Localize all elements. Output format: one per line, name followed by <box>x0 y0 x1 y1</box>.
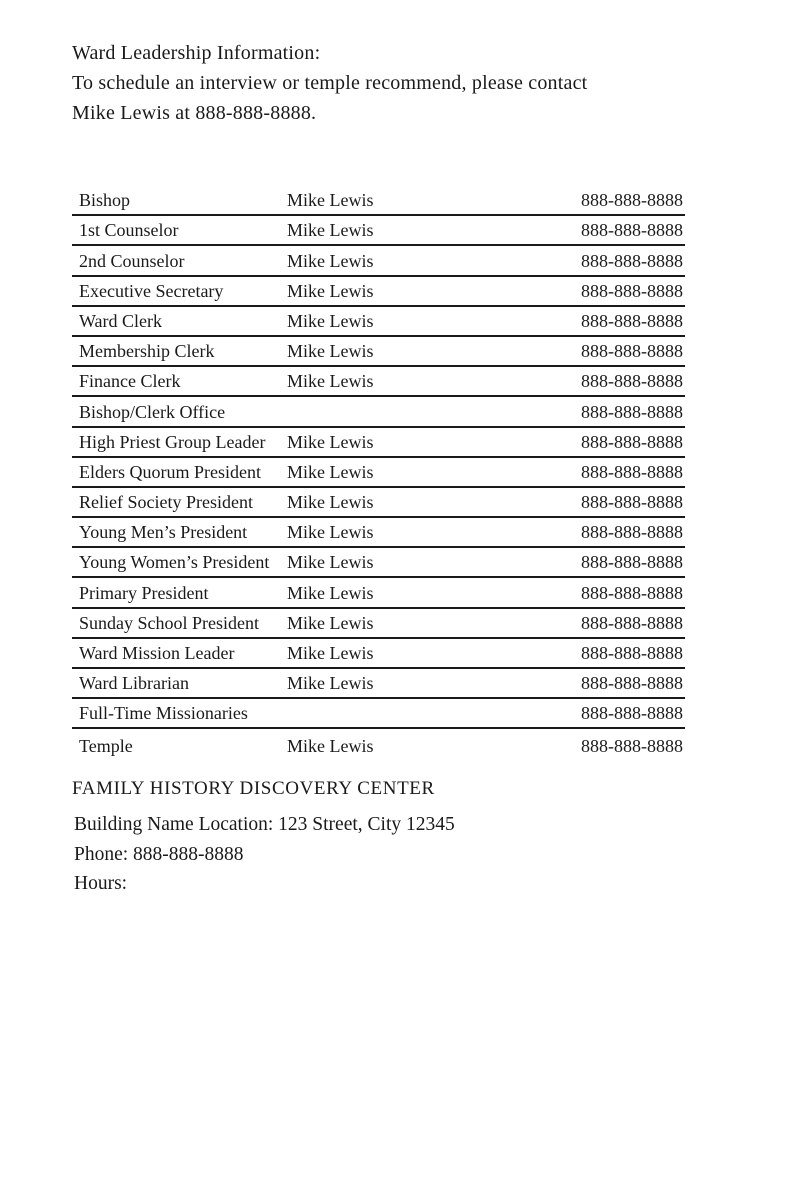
directory-role: Ward Mission Leader <box>79 643 235 663</box>
directory-name: Mike Lewis <box>287 735 374 756</box>
directory-row <box>72 246 685 276</box>
directory-role: 1st Counselor <box>79 220 179 241</box>
directory-phone: 888-888-8888 <box>581 582 683 603</box>
directory-phone: 888-888-8888 <box>581 250 683 271</box>
directory-name: Mike Lewis <box>287 643 374 663</box>
directory-phone: 888-888-8888 <box>581 673 683 694</box>
directory-role: Finance Clerk <box>79 371 181 392</box>
directory-phone: 888-888-8888 <box>581 492 683 513</box>
directory-phone: 888-888-8888 <box>581 310 683 331</box>
fhdc-location: Building Name Location: 123 Street, City 12345 <box>74 814 455 835</box>
directory-row <box>72 609 685 639</box>
directory-role: Membership Clerk <box>79 341 215 362</box>
directory-phone: 888-888-8888 <box>581 190 683 211</box>
directory-name: Mike Lewis <box>287 250 374 271</box>
directory-row <box>72 699 685 729</box>
directory-phone: 888-888-8888 <box>581 522 683 543</box>
directory-role: Full-Time Missionaries <box>79 703 248 724</box>
directory-phone: 888-888-8888 <box>581 280 683 301</box>
directory-phone: 888-888-8888 <box>581 431 683 452</box>
directory-row <box>72 488 685 518</box>
directory-phone: 888-888-8888 <box>581 341 683 362</box>
directory-row <box>72 458 685 488</box>
directory-role: Bishop <box>79 190 131 211</box>
directory-row <box>72 578 685 608</box>
directory-row <box>72 669 685 699</box>
directory-role: Sunday School President <box>79 612 259 633</box>
directory-row <box>72 216 685 246</box>
directory-role: 2nd Counselor <box>79 250 185 271</box>
directory-row <box>72 729 685 759</box>
directory-row <box>72 548 685 578</box>
directory-phone: 888-888-8888 <box>581 735 683 756</box>
directory-role: High Priest Group Leader <box>79 431 266 452</box>
directory-name: Mike Lewis <box>287 371 374 392</box>
intro-heading: Ward Leadership Information: <box>72 42 321 64</box>
leadership-directory-table <box>72 186 685 760</box>
directory-row <box>72 307 685 337</box>
directory-role: Bishop/Clerk Office <box>79 401 226 422</box>
directory-phone: 888-888-8888 <box>581 703 683 724</box>
fhdc-hours: Hours: <box>74 873 128 894</box>
directory-role: Ward Librarian <box>79 673 189 694</box>
directory-phone: 888-888-8888 <box>581 401 683 422</box>
directory-role: Young Women’s President <box>79 552 270 573</box>
directory-phone: 888-888-8888 <box>581 552 683 573</box>
directory-row <box>72 367 685 397</box>
directory-name: Mike Lewis <box>287 522 374 543</box>
directory-phone: 888-888-8888 <box>581 220 683 241</box>
directory-name: Mike Lewis <box>287 582 374 603</box>
intro-contact: Mike Lewis at 888-888-8888. <box>72 102 317 124</box>
directory-row <box>72 518 685 548</box>
directory-role: Ward Clerk <box>79 310 163 331</box>
directory-role: Elders Quorum President <box>79 461 261 482</box>
directory-row <box>72 397 685 427</box>
directory-row <box>72 337 685 367</box>
directory-name: Mike Lewis <box>287 492 374 513</box>
directory-role: Primary President <box>79 582 209 603</box>
directory-phone: 888-888-8888 <box>581 461 683 482</box>
intro-section <box>72 38 587 128</box>
directory-name: Mike Lewis <box>287 280 374 301</box>
directory-role: Executive Secretary <box>79 280 224 301</box>
fhdc-title: FAMILY HISTORY DISCOVERY CENTER <box>72 778 435 799</box>
directory-role: Young Men’s President <box>79 522 248 543</box>
intro-instruction: To schedule an interview or temple recommend, please contact <box>72 72 588 94</box>
directory-row <box>72 277 685 307</box>
directory-name: Mike Lewis <box>287 431 374 452</box>
directory-role: Relief Society President <box>79 492 253 513</box>
fhdc-phone: Phone: 888-888-8888 <box>74 843 244 865</box>
directory-phone: 888-888-8888 <box>581 643 683 663</box>
directory-name: Mike Lewis <box>287 190 374 211</box>
directory-name: Mike Lewis <box>287 310 374 331</box>
fhdc-info <box>74 810 455 899</box>
directory-phone: 888-888-8888 <box>581 371 683 392</box>
directory-name: Mike Lewis <box>287 461 374 482</box>
directory-row <box>72 639 685 669</box>
directory-name: Mike Lewis <box>287 220 374 241</box>
directory-name: Mike Lewis <box>287 341 374 362</box>
directory-name: Mike Lewis <box>287 552 374 573</box>
directory-name: Mike Lewis <box>287 612 374 633</box>
directory-phone: 888-888-8888 <box>581 612 683 633</box>
directory-role: Temple <box>79 735 133 756</box>
directory-name: Mike Lewis <box>287 673 374 694</box>
directory-row <box>72 186 685 216</box>
directory-row <box>72 428 685 458</box>
